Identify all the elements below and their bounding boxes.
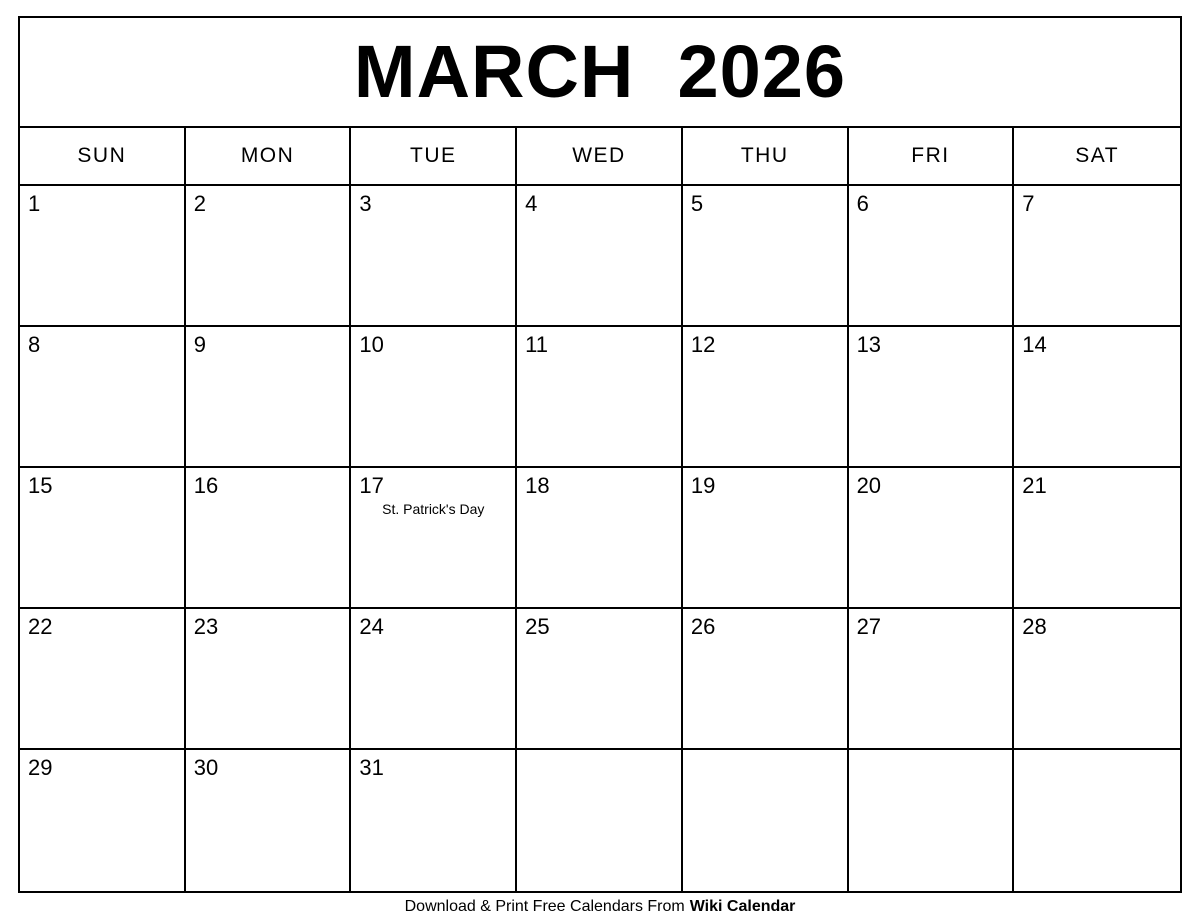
day-number: 19 [690, 473, 716, 498]
weekday-header-wed: WED [517, 128, 683, 184]
day-number: 14 [1022, 332, 1047, 357]
weekday-header-row [20, 128, 1180, 186]
day-number: 6 [856, 191, 869, 216]
day-number: 22 [28, 614, 53, 639]
day-cell[interactable] [351, 609, 517, 748]
calendar-grid [18, 16, 1182, 893]
day-number: 20 [856, 473, 882, 498]
day-cell[interactable] [1014, 327, 1180, 466]
day-cell[interactable] [1014, 468, 1180, 607]
day-number: 15 [28, 473, 53, 498]
day-cell[interactable] [186, 186, 352, 325]
day-number: 12 [690, 332, 716, 357]
day-cell[interactable] [517, 327, 683, 466]
day-cell[interactable] [351, 750, 517, 891]
weekday-header-tue: TUE [351, 128, 517, 184]
day-cell[interactable] [186, 750, 352, 891]
day-number: 16 [193, 473, 219, 498]
footer [18, 893, 1182, 921]
calendar-week-row [20, 750, 1180, 891]
day-cell[interactable] [186, 468, 352, 607]
day-number: 7 [1022, 191, 1035, 216]
day-number: 28 [1022, 614, 1047, 639]
day-cell[interactable] [20, 609, 186, 748]
calendar-week-row [20, 609, 1180, 750]
calendar-title-row [20, 18, 1180, 128]
page-title: MARCH 2026 [353, 30, 847, 113]
day-number: 3 [359, 191, 372, 216]
calendar-weeks [20, 186, 1180, 891]
footer-brand-link[interactable]: Wiki Calendar [689, 898, 796, 915]
day-number: 26 [690, 614, 716, 639]
day-cell[interactable] [1014, 186, 1180, 325]
day-cell[interactable] [20, 327, 186, 466]
day-cell[interactable] [186, 609, 352, 748]
footer-text: Download & Print Free Calendars From [404, 898, 685, 915]
calendar-week-row [20, 327, 1180, 468]
day-cell[interactable] [186, 327, 352, 466]
day-cell[interactable] [20, 468, 186, 607]
day-event: St. Patrick's Day [382, 501, 485, 518]
day-cell[interactable] [849, 609, 1015, 748]
day-number: 23 [193, 614, 219, 639]
day-number: 1 [28, 191, 41, 216]
day-cell[interactable] [849, 750, 1015, 891]
calendar-week-row [20, 186, 1180, 327]
day-cell[interactable] [683, 468, 849, 607]
day-number: 13 [856, 332, 882, 357]
day-number: 2 [193, 191, 206, 216]
day-cell[interactable] [20, 750, 186, 891]
day-number: 10 [359, 332, 384, 357]
day-cell[interactable] [20, 186, 186, 325]
day-cell[interactable] [517, 609, 683, 748]
weekday-header-fri: FRI [849, 128, 1015, 184]
day-number: 24 [359, 614, 384, 639]
day-cell[interactable] [351, 468, 517, 607]
day-cell[interactable] [683, 609, 849, 748]
weekday-header-sat: SAT [1075, 144, 1120, 167]
day-number: 21 [1022, 473, 1047, 498]
day-cell[interactable] [517, 186, 683, 325]
day-number: 29 [28, 755, 53, 780]
day-number: 4 [525, 191, 538, 216]
day-cell[interactable] [517, 750, 683, 891]
day-number: 27 [856, 614, 882, 639]
calendar-week-row [20, 468, 1180, 609]
day-cell[interactable] [1014, 750, 1180, 891]
day-cell[interactable] [849, 186, 1015, 325]
day-number: 30 [193, 755, 219, 780]
day-cell[interactable] [849, 468, 1015, 607]
day-number: 9 [193, 332, 206, 357]
weekday-header-thu: THU [683, 128, 849, 184]
day-number: 17 [359, 473, 384, 498]
day-number: 18 [525, 473, 550, 498]
day-cell[interactable] [351, 186, 517, 325]
day-number: 8 [28, 332, 41, 357]
day-cell[interactable] [683, 327, 849, 466]
day-cell[interactable] [849, 327, 1015, 466]
day-cell[interactable] [683, 186, 849, 325]
day-number: 25 [525, 614, 550, 639]
weekday-header-sun: SUN [20, 128, 186, 184]
day-number: 5 [690, 191, 704, 216]
day-cell[interactable] [517, 468, 683, 607]
weekday-header-mon: MON [186, 128, 352, 184]
day-number: 11 [525, 332, 548, 357]
day-number: 31 [359, 755, 384, 780]
day-cell[interactable] [683, 750, 849, 891]
day-cell[interactable] [1014, 609, 1180, 748]
day-cell[interactable] [351, 327, 517, 466]
